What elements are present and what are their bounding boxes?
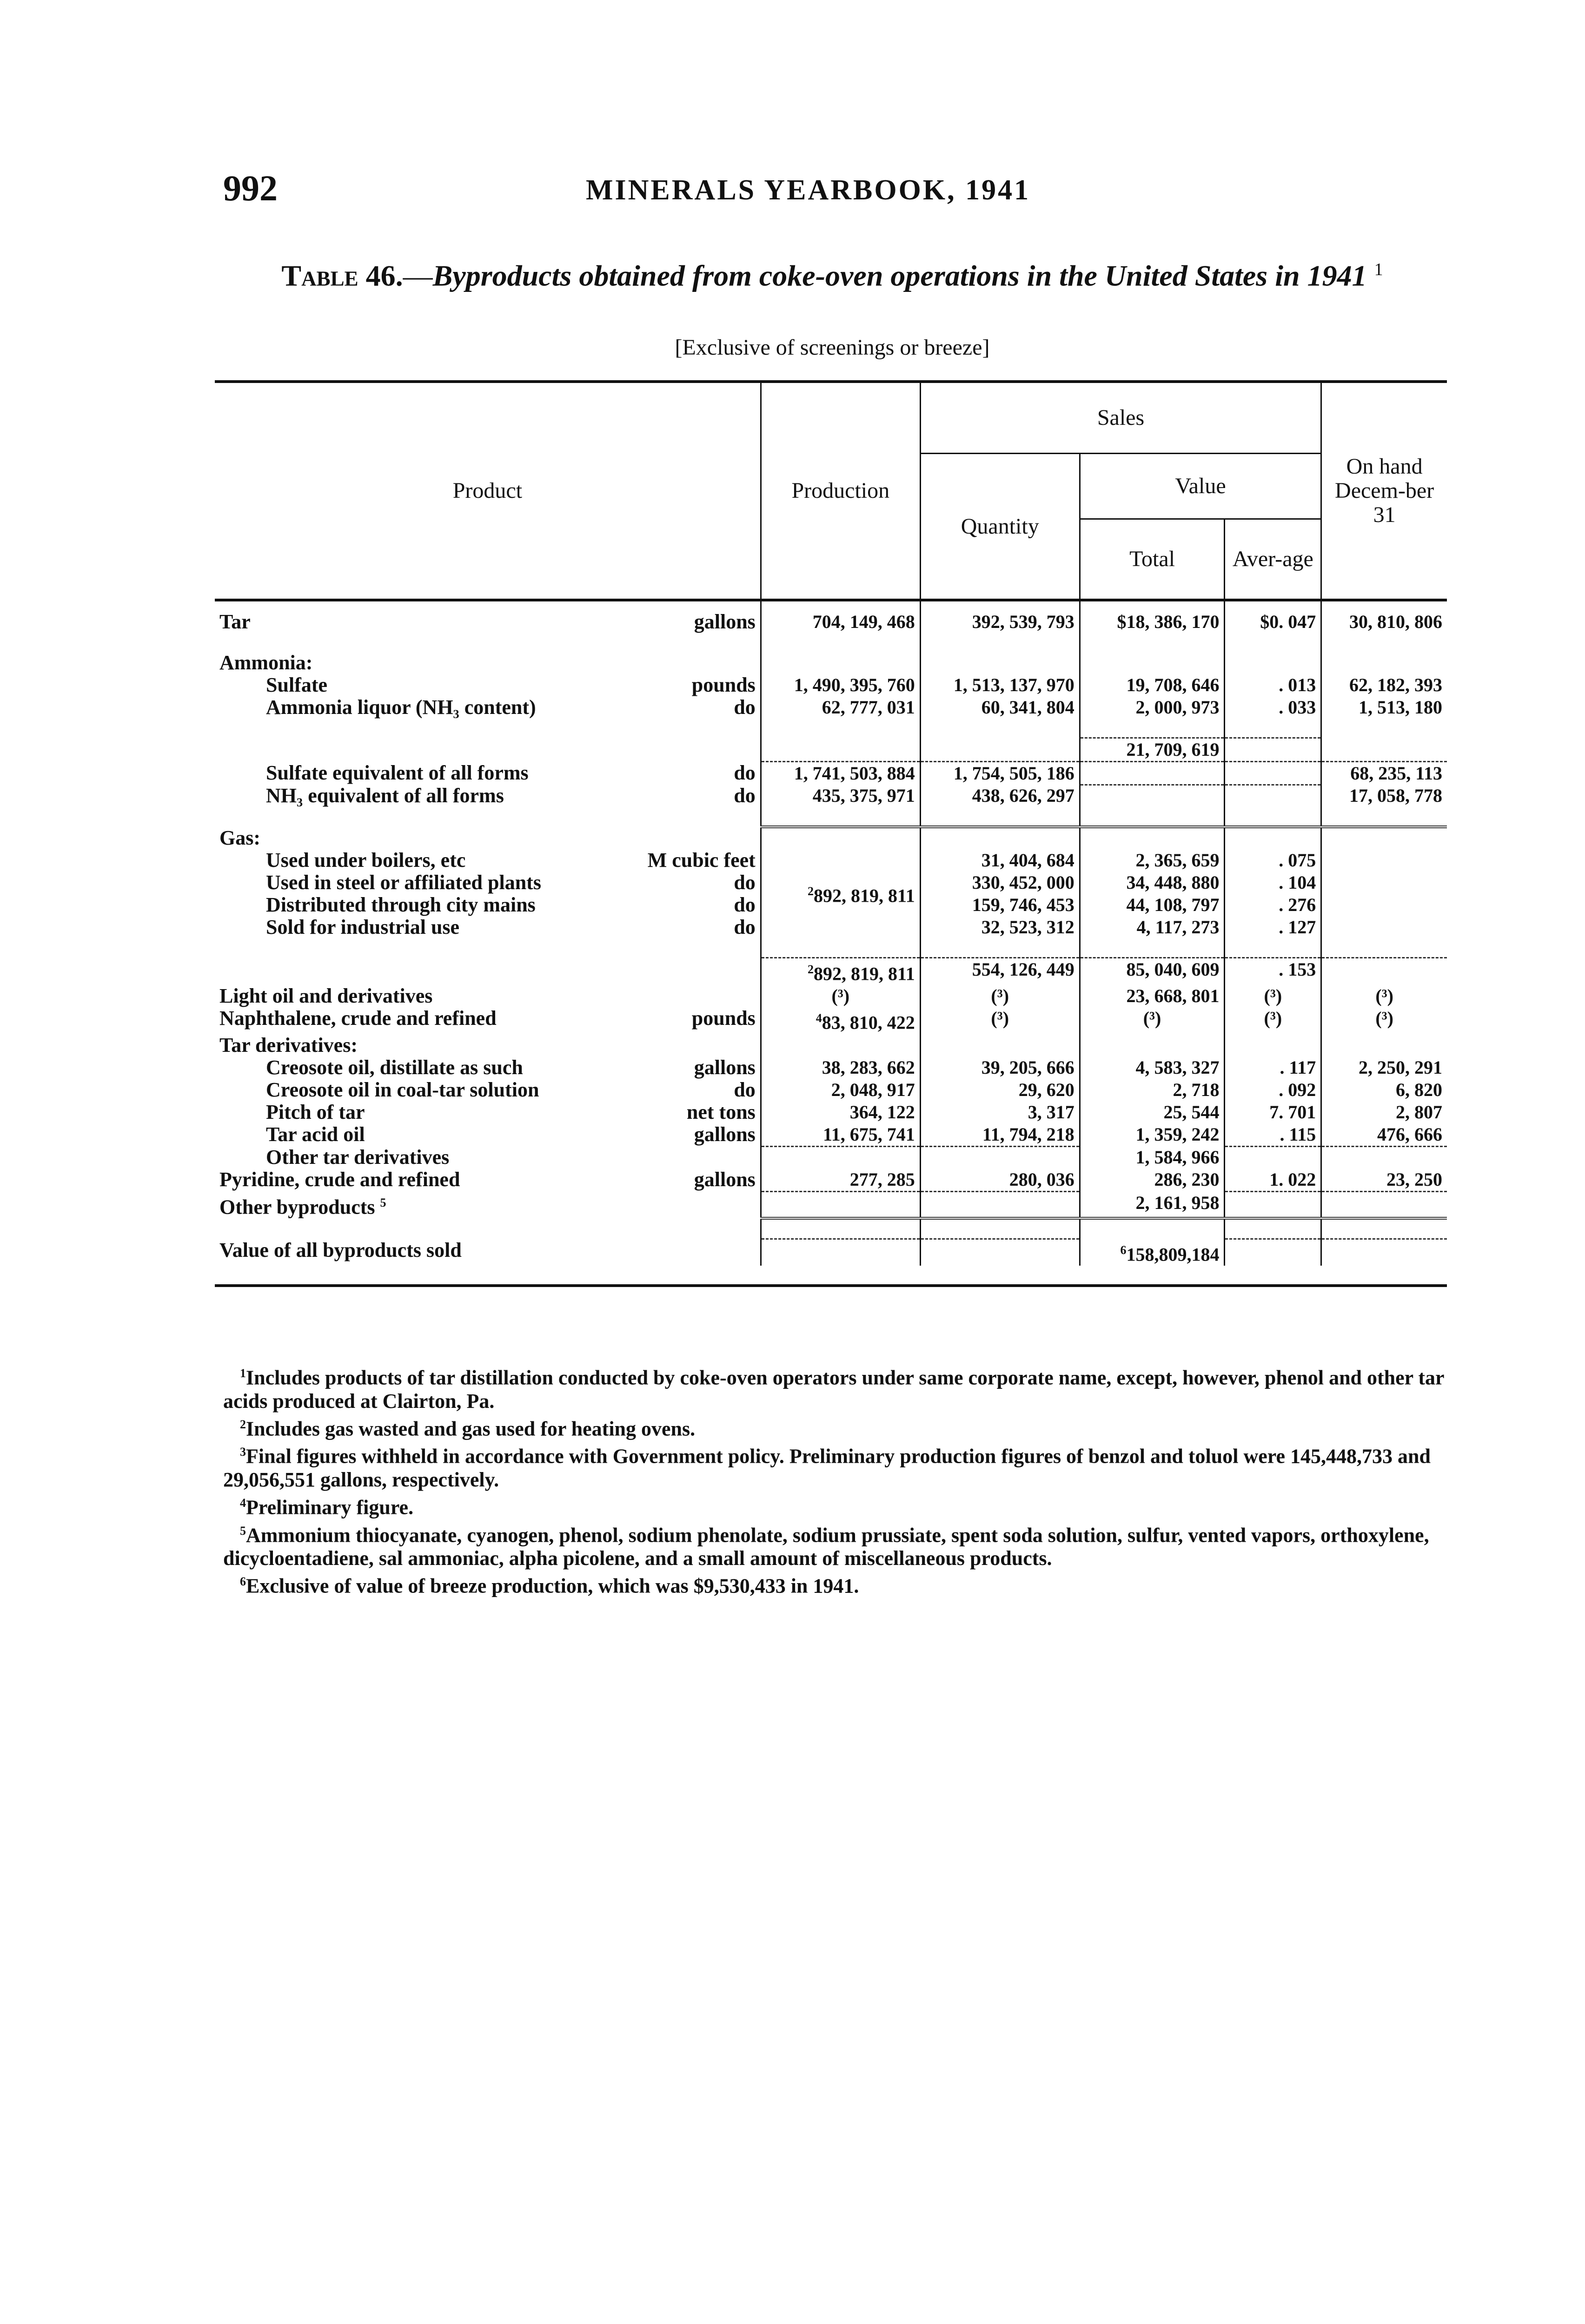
table-row: Naphthalene, crude and refined pounds $^4$83, 810, 422 (³) (³) (³) (³): [215, 1007, 1447, 1034]
table-row: Distributed through city mains do 159, 746, 453 44, 108, 797 . 276: [215, 894, 1447, 916]
table-row: Creosote oil, distillate as such gallons 38, 283, 662 39, 205, 666 4, 583, 327 . 117 2, 250, 291: [215, 1056, 1447, 1079]
table-row: Creosote oil in coal-tar solution do 2, 048, 917 29, 620 2, 718 . 092 6, 820: [215, 1079, 1447, 1101]
table-row: NH₃ equivalent of all forms do 435, 375, 971 438, 626, 297 17, 058, 778: [215, 785, 1447, 807]
header-production: Production: [761, 382, 920, 600]
byproducts-table: [215, 380, 1447, 1287]
table-row: Sulfate equivalent of all forms do 1, 741, 503, 884 1, 754, 505, 186 68, 235, 113: [215, 762, 1447, 785]
header-sales: Sales: [920, 382, 1321, 454]
page-number: 992: [223, 168, 278, 208]
table-row: Ammonia:: [215, 652, 1447, 674]
header-on-hand: On hand Decem-ber 31: [1321, 382, 1447, 600]
table-row: Tar acid oil gallons 11, 675, 741 11, 794, 218 1, 359, 242 . 115 476, 666: [215, 1123, 1447, 1147]
table-title: Table 46.—Byproducts obtained from coke-oven operations in the United States in 1941 $^1$: [281, 259, 1383, 292]
table-subtitle: [Exclusive of screenings or breeze]: [675, 335, 990, 360]
footnote: $^4$Preliminary figure.: [240, 1496, 414, 1519]
table-row: $^2$892, 819, 811 554, 126, 449 85, 040, 609 . 153: [215, 958, 1447, 985]
footnote: $^6$Exclusive of value of breeze production, which was $9,530,433 in 1941.: [240, 1574, 859, 1598]
table-row: Tar gallons 704, 149, 468 392, 539, 793 $18, 386, 170 $0. 047 30, 810, 806: [215, 611, 1447, 633]
table-row: Other byproducts $^5$ 2, 161, 958: [215, 1192, 1447, 1219]
table-row: Sold for industrial use do 32, 523, 312 4, 117, 273 . 127: [215, 916, 1447, 938]
header-product: Product: [452, 478, 523, 503]
header-average: Aver-age: [1225, 519, 1321, 601]
table-row: Pitch of tar net tons 364, 122 3, 317 25, 544 7. 701 2, 807: [215, 1101, 1447, 1123]
footnote: $^3$Final figures withheld in accordance with Government policy. Preliminary production figures of benzol and toluol were 145,448,733 and 29,056,551 gallons, respectively.: [223, 1445, 1431, 1491]
footnotes: [223, 1362, 1451, 1598]
table-row: Ammonia liquor (NH₃ content) do 62, 777, 031 60, 341, 804 2, 000, 973 . 033 1, 513, 180: [215, 696, 1447, 719]
table-row: 21, 709, 619: [215, 738, 1447, 762]
header-value: Value: [1080, 454, 1321, 519]
table-title-text: Byproducts obtained from coke-oven operations in the United States in 1941: [432, 259, 1367, 292]
table-row: Sulfate pounds 1, 490, 395, 760 1, 513, 137, 970 19, 708, 646 . 013 62, 182, 393: [215, 674, 1447, 696]
footnote: $^5$Ammonium thiocyanate, cyanogen, phenol, sodium phenolate, sodium prussiate, spent soda solution, sulfur, vented vapors, orthoxylene, dicycloentadiene, sal ammoniac, alpha picolene, and a small amount of miscellaneous products.: [223, 1524, 1429, 1570]
table-row: Used in steel or affiliated plants do 330, 452, 000 34, 448, 880 . 104: [215, 872, 1447, 894]
table-row: Light oil and derivatives (³) (³) 23, 668, 801 (³) (³): [215, 985, 1447, 1007]
footnote: $^2$Includes gas wasted and gas used for heating ovens.: [240, 1417, 696, 1440]
table-row: Tar derivatives:: [215, 1034, 1447, 1056]
table-row: Gas:: [215, 827, 1447, 849]
running-head: MINERALS YEARBOOK, 1941: [586, 174, 1031, 206]
page-header: [223, 167, 1441, 214]
gas-production-bracketed: $^2$892, 819, 811: [761, 849, 920, 938]
table-row: Used under boilers, etc M cubic feet $^2$892, 819, 811 31, 404, 684 2, 365, 659 . 075: [215, 849, 1447, 872]
footnote: $^1$Includes products of tar distillation conducted by coke-oven operators under same corporate name, except, however, phenol and other tar acids produced at Clairton, Pa.: [223, 1366, 1444, 1413]
header-quantity: Quantity: [920, 454, 1080, 601]
table-label: Table 46.: [281, 259, 403, 292]
footnote-ref: 1: [1374, 260, 1383, 279]
table-row: Other tar derivatives 1, 584, 966: [215, 1146, 1447, 1169]
header-total: Total: [1080, 519, 1225, 601]
table-row: Value of all byproducts sold $^6$158,809,184: [215, 1239, 1447, 1266]
table-row: Pyridine, crude and refined gallons 277, 285 280, 036 286, 230 1. 022 23, 250: [215, 1169, 1447, 1192]
